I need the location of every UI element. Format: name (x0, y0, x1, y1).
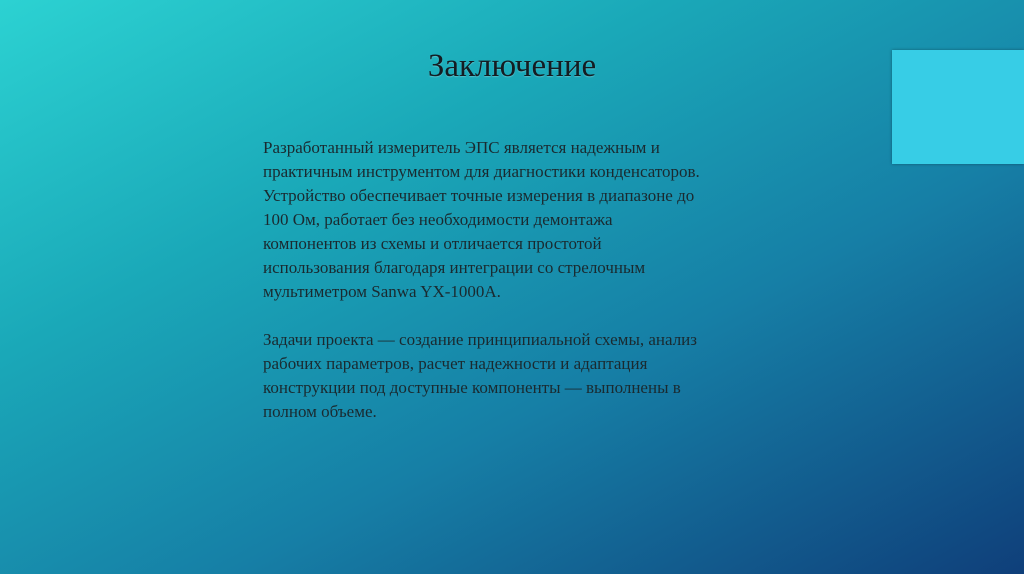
slide-title: Заключение (427, 48, 597, 84)
conclusion-paragraph (263, 136, 783, 304)
text-line: рабочих параметров, расчет надежности и адаптация (263, 354, 648, 373)
text-line: конструкции под доступные компоненты — выполнены в (263, 378, 681, 397)
slide-body (263, 136, 783, 448)
tasks-paragraph (263, 328, 783, 424)
text-line: использования благодаря интеграции со стрелочным (263, 258, 646, 277)
text-line: 100 Ом, работает без необходимости демонтажа (263, 210, 613, 229)
text-line: мультиметром Sanwa YX-1000A. (263, 282, 501, 301)
text-line: Задачи проекта — создание принципиальной схемы, анализ (263, 330, 697, 349)
text-line: Разработанный измеритель ЭПС является надежным и (263, 138, 660, 157)
text-line: Устройство обеспечивает точные измерения в диапазоне до (263, 186, 695, 205)
text-line: компонентов из схемы и отличается простотой (263, 234, 602, 253)
text-line: практичным инструментом для диагностики конденсаторов. (263, 162, 700, 181)
text-line: полном объеме. (263, 402, 377, 421)
